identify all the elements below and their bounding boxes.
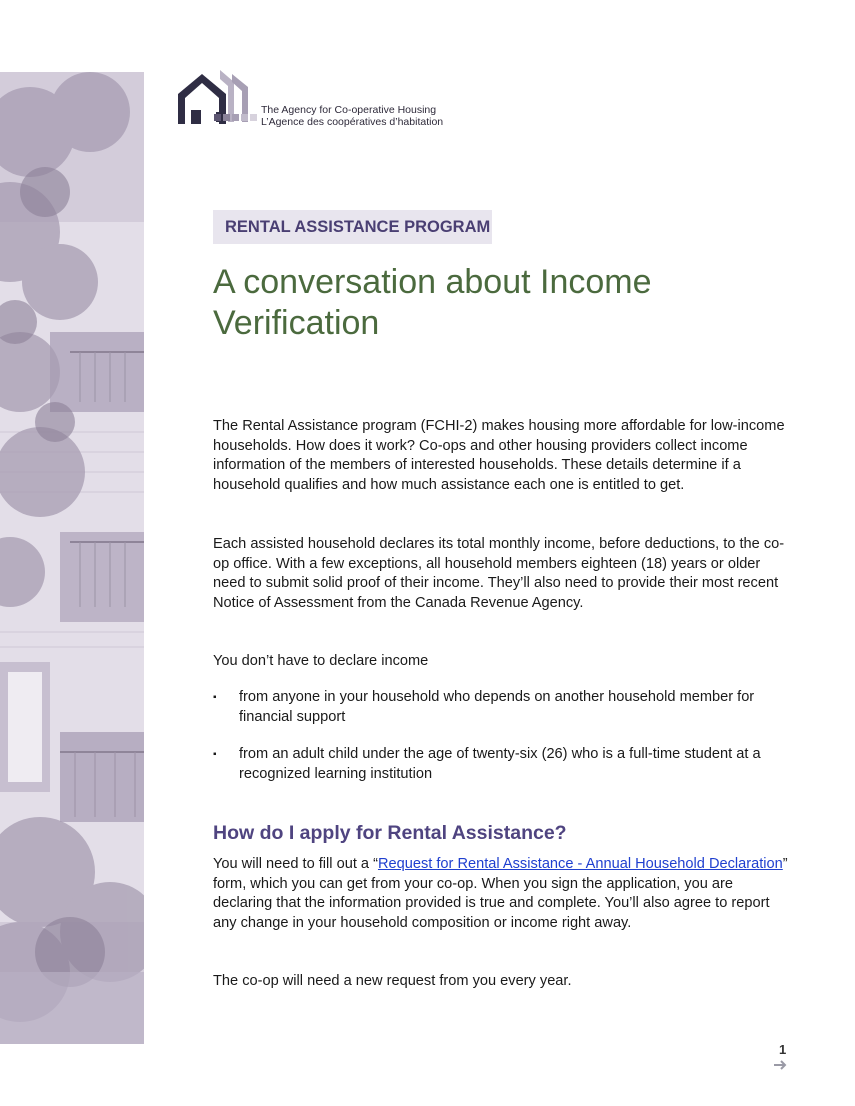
house-logo-icon: [176, 70, 266, 130]
apply-text-before: You will need to fill out a “: [213, 856, 378, 872]
bullet-icon: ▪: [213, 692, 217, 703]
agency-name-fr: L’Agence des coopératives d’habitation: [261, 116, 444, 128]
list-item-text: from anyone in your household who depends on another household member for financial support: [239, 689, 755, 725]
apply-paragraph: [213, 855, 788, 933]
arrow-right-icon[interactable]: [773, 1058, 789, 1072]
page-title: A conversation about Income Verification: [213, 263, 652, 342]
bullet-icon: ▪: [213, 749, 217, 760]
agency-name: [261, 104, 443, 128]
side-building-photo: [0, 72, 144, 1044]
list-item: [213, 688, 788, 727]
apply-text-after: ” form, which you can get from your co-op. When you sign the application, you are declaring that the information provided is true and complete. You’ll also agree to report any change in your household composition or income right away.: [213, 856, 788, 931]
list-item-text: from an adult child under the age of twenty-six (26) who is a full-time student at a recognized learning institution: [239, 746, 761, 782]
declaration-paragraph: Each assisted household declares its total monthly income, before deductions, to the co-op office. With a few exceptions, all household members eighteen (18) years or older need to submit solid proof of their income. They’ll also need to provide their most recent Notice of Assessment from the Canada Revenue Agency.: [213, 536, 785, 611]
page-number: 1: [779, 1042, 787, 1057]
exemption-intro: You don’t have to declare income: [213, 653, 429, 669]
intro-paragraph: The Rental Assistance program (FCHI-2) makes housing more affordable for low-income households. How does it work? Co-ops and other housing providers collect income information of the members of interested households. These details determine if a household qualifies and how much assistance each one is entitled to get.: [213, 418, 785, 493]
section-heading: How do I apply for Rental Assistance?: [213, 822, 567, 844]
list-item: [213, 745, 788, 784]
program-label: RENTAL ASSISTANCE PROGRAM: [213, 210, 492, 244]
request-form-link[interactable]: Request for Rental Assistance - Annual Household Declaration: [377, 856, 783, 872]
annual-request-paragraph: The co-op will need a new request from you every year.: [213, 973, 572, 989]
agency-name-en: The Agency for Co-operative Housing: [261, 104, 437, 116]
